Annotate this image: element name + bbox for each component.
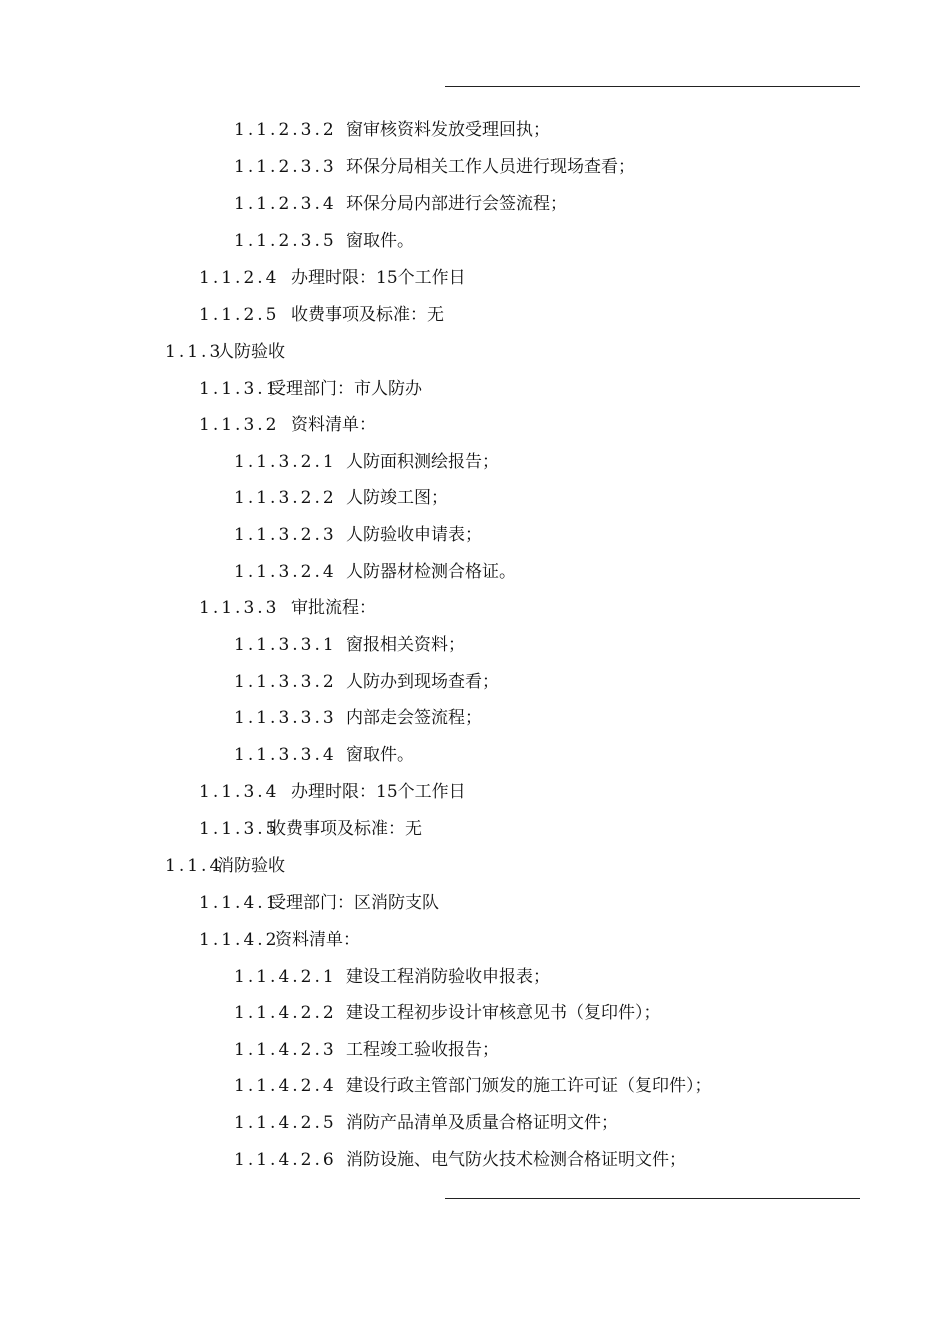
item-text: 人防面积测绘报告； bbox=[346, 452, 499, 472]
item-number: 1.1.3.2.4 bbox=[234, 562, 337, 582]
item-text: 窗审核资料发放受理回执； bbox=[346, 120, 550, 140]
item-text: 资料清单： bbox=[275, 930, 360, 950]
list-item bbox=[234, 189, 567, 219]
list-item bbox=[234, 115, 550, 145]
header-rule bbox=[445, 86, 860, 87]
item-text: 收费事项及标准：无 bbox=[269, 819, 422, 839]
item-text: 窗报相关资料； bbox=[346, 635, 465, 655]
list-item bbox=[234, 998, 661, 1028]
item-number: 1.1.3.3.2 bbox=[234, 672, 337, 692]
list-item bbox=[234, 1035, 499, 1065]
footer-rule bbox=[445, 1198, 860, 1199]
item-text: 办理时限：15个工作日 bbox=[291, 268, 466, 288]
item-text: 消防产品清单及质量合格证明文件； bbox=[346, 1113, 618, 1133]
item-number: 1.1.3.3 bbox=[199, 598, 280, 618]
item-number: 1.1.4.2.4 bbox=[234, 1076, 337, 1096]
item-text: 消防设施、电气防火技术检测合格证明文件； bbox=[346, 1150, 686, 1170]
item-text: 人防验收申请表； bbox=[346, 525, 482, 545]
list-item bbox=[234, 962, 550, 992]
item-text: 资料清单： bbox=[291, 415, 376, 435]
list-item bbox=[234, 447, 499, 477]
item-text: 消防验收 bbox=[217, 856, 285, 876]
item-text: 建设工程消防验收申报表； bbox=[346, 967, 550, 987]
item-number: 1.1.4.2.2 bbox=[234, 1003, 337, 1023]
item-number: 1.1.3.4 bbox=[199, 782, 280, 802]
item-text: 人防器材检测合格证。 bbox=[346, 562, 516, 582]
item-number: 1.1.4.2 bbox=[199, 930, 280, 950]
item-text: 办理时限：15个工作日 bbox=[291, 782, 466, 802]
list-item bbox=[234, 1145, 686, 1175]
item-number: 1.1.2.3.3 bbox=[234, 157, 337, 177]
item-text: 受理部门：市人防办 bbox=[269, 379, 422, 399]
item-number: 1.1.3 bbox=[165, 342, 224, 362]
section-heading bbox=[165, 851, 285, 881]
item-number: 1.1.4 bbox=[165, 856, 224, 876]
item-number: 1.1.2.4 bbox=[199, 268, 280, 288]
item-text: 人防办到现场查看； bbox=[346, 672, 499, 692]
item-number: 1.1.3.2 bbox=[199, 415, 280, 435]
item-number: 1.1.3.2.1 bbox=[234, 452, 337, 472]
list-item bbox=[199, 888, 439, 918]
item-number: 1.1.3.3.1 bbox=[234, 635, 337, 655]
list-item bbox=[234, 740, 414, 770]
list-item bbox=[234, 630, 465, 660]
item-number: 1.1.4.2.3 bbox=[234, 1040, 337, 1060]
item-number: 1.1.3.3.4 bbox=[234, 745, 337, 765]
item-text: 人防验收 bbox=[217, 342, 285, 362]
item-text: 工程竣工验收报告； bbox=[346, 1040, 499, 1060]
item-number: 1.1.4.2.1 bbox=[234, 967, 337, 987]
list-item bbox=[234, 152, 635, 182]
item-number: 1.1.3.3.3 bbox=[234, 708, 337, 728]
item-text: 环保分局内部进行会签流程； bbox=[346, 194, 567, 214]
item-text: 窗取件。 bbox=[346, 745, 414, 765]
list-item bbox=[199, 374, 422, 404]
list-item bbox=[234, 226, 414, 256]
list-item bbox=[199, 814, 422, 844]
list-item bbox=[199, 410, 376, 440]
item-number: 1.1.3.1 bbox=[199, 379, 280, 399]
item-number: 1.1.2.5 bbox=[199, 305, 280, 325]
list-item bbox=[199, 925, 360, 955]
item-text: 人防竣工图； bbox=[346, 488, 448, 508]
item-text: 内部走会签流程； bbox=[346, 708, 482, 728]
item-number: 1.1.3.5 bbox=[199, 819, 280, 839]
list-item bbox=[234, 1108, 618, 1138]
list-item bbox=[199, 593, 376, 623]
list-item bbox=[234, 1071, 712, 1101]
item-number: 1.1.4.1 bbox=[199, 893, 280, 913]
item-text: 窗取件。 bbox=[346, 231, 414, 251]
item-number: 1.1.4.2.6 bbox=[234, 1150, 337, 1170]
item-text: 建设工程初步设计审核意见书（复印件）； bbox=[346, 1003, 661, 1023]
item-number: 1.1.2.3.4 bbox=[234, 194, 337, 214]
list-item bbox=[199, 263, 466, 293]
section-heading bbox=[165, 337, 285, 367]
item-number: 1.1.3.2.3 bbox=[234, 525, 337, 545]
item-text: 审批流程： bbox=[291, 598, 376, 618]
item-text: 建设行政主管部门颁发的施工许可证（复印件）； bbox=[346, 1076, 712, 1096]
list-item bbox=[234, 557, 516, 587]
list-item bbox=[234, 483, 448, 513]
list-item bbox=[234, 703, 482, 733]
item-text: 环保分局相关工作人员进行现场查看； bbox=[346, 157, 635, 177]
item-number: 1.1.2.3.2 bbox=[234, 120, 337, 140]
list-item bbox=[234, 667, 499, 697]
item-number: 1.1.2.3.5 bbox=[234, 231, 337, 251]
list-item bbox=[234, 520, 482, 550]
item-text: 受理部门：区消防支队 bbox=[269, 893, 439, 913]
item-number: 1.1.4.2.5 bbox=[234, 1113, 337, 1133]
list-item bbox=[199, 777, 466, 807]
item-number: 1.1.3.2.2 bbox=[234, 488, 337, 508]
item-text: 收费事项及标准：无 bbox=[291, 305, 444, 325]
list-item bbox=[199, 300, 444, 330]
